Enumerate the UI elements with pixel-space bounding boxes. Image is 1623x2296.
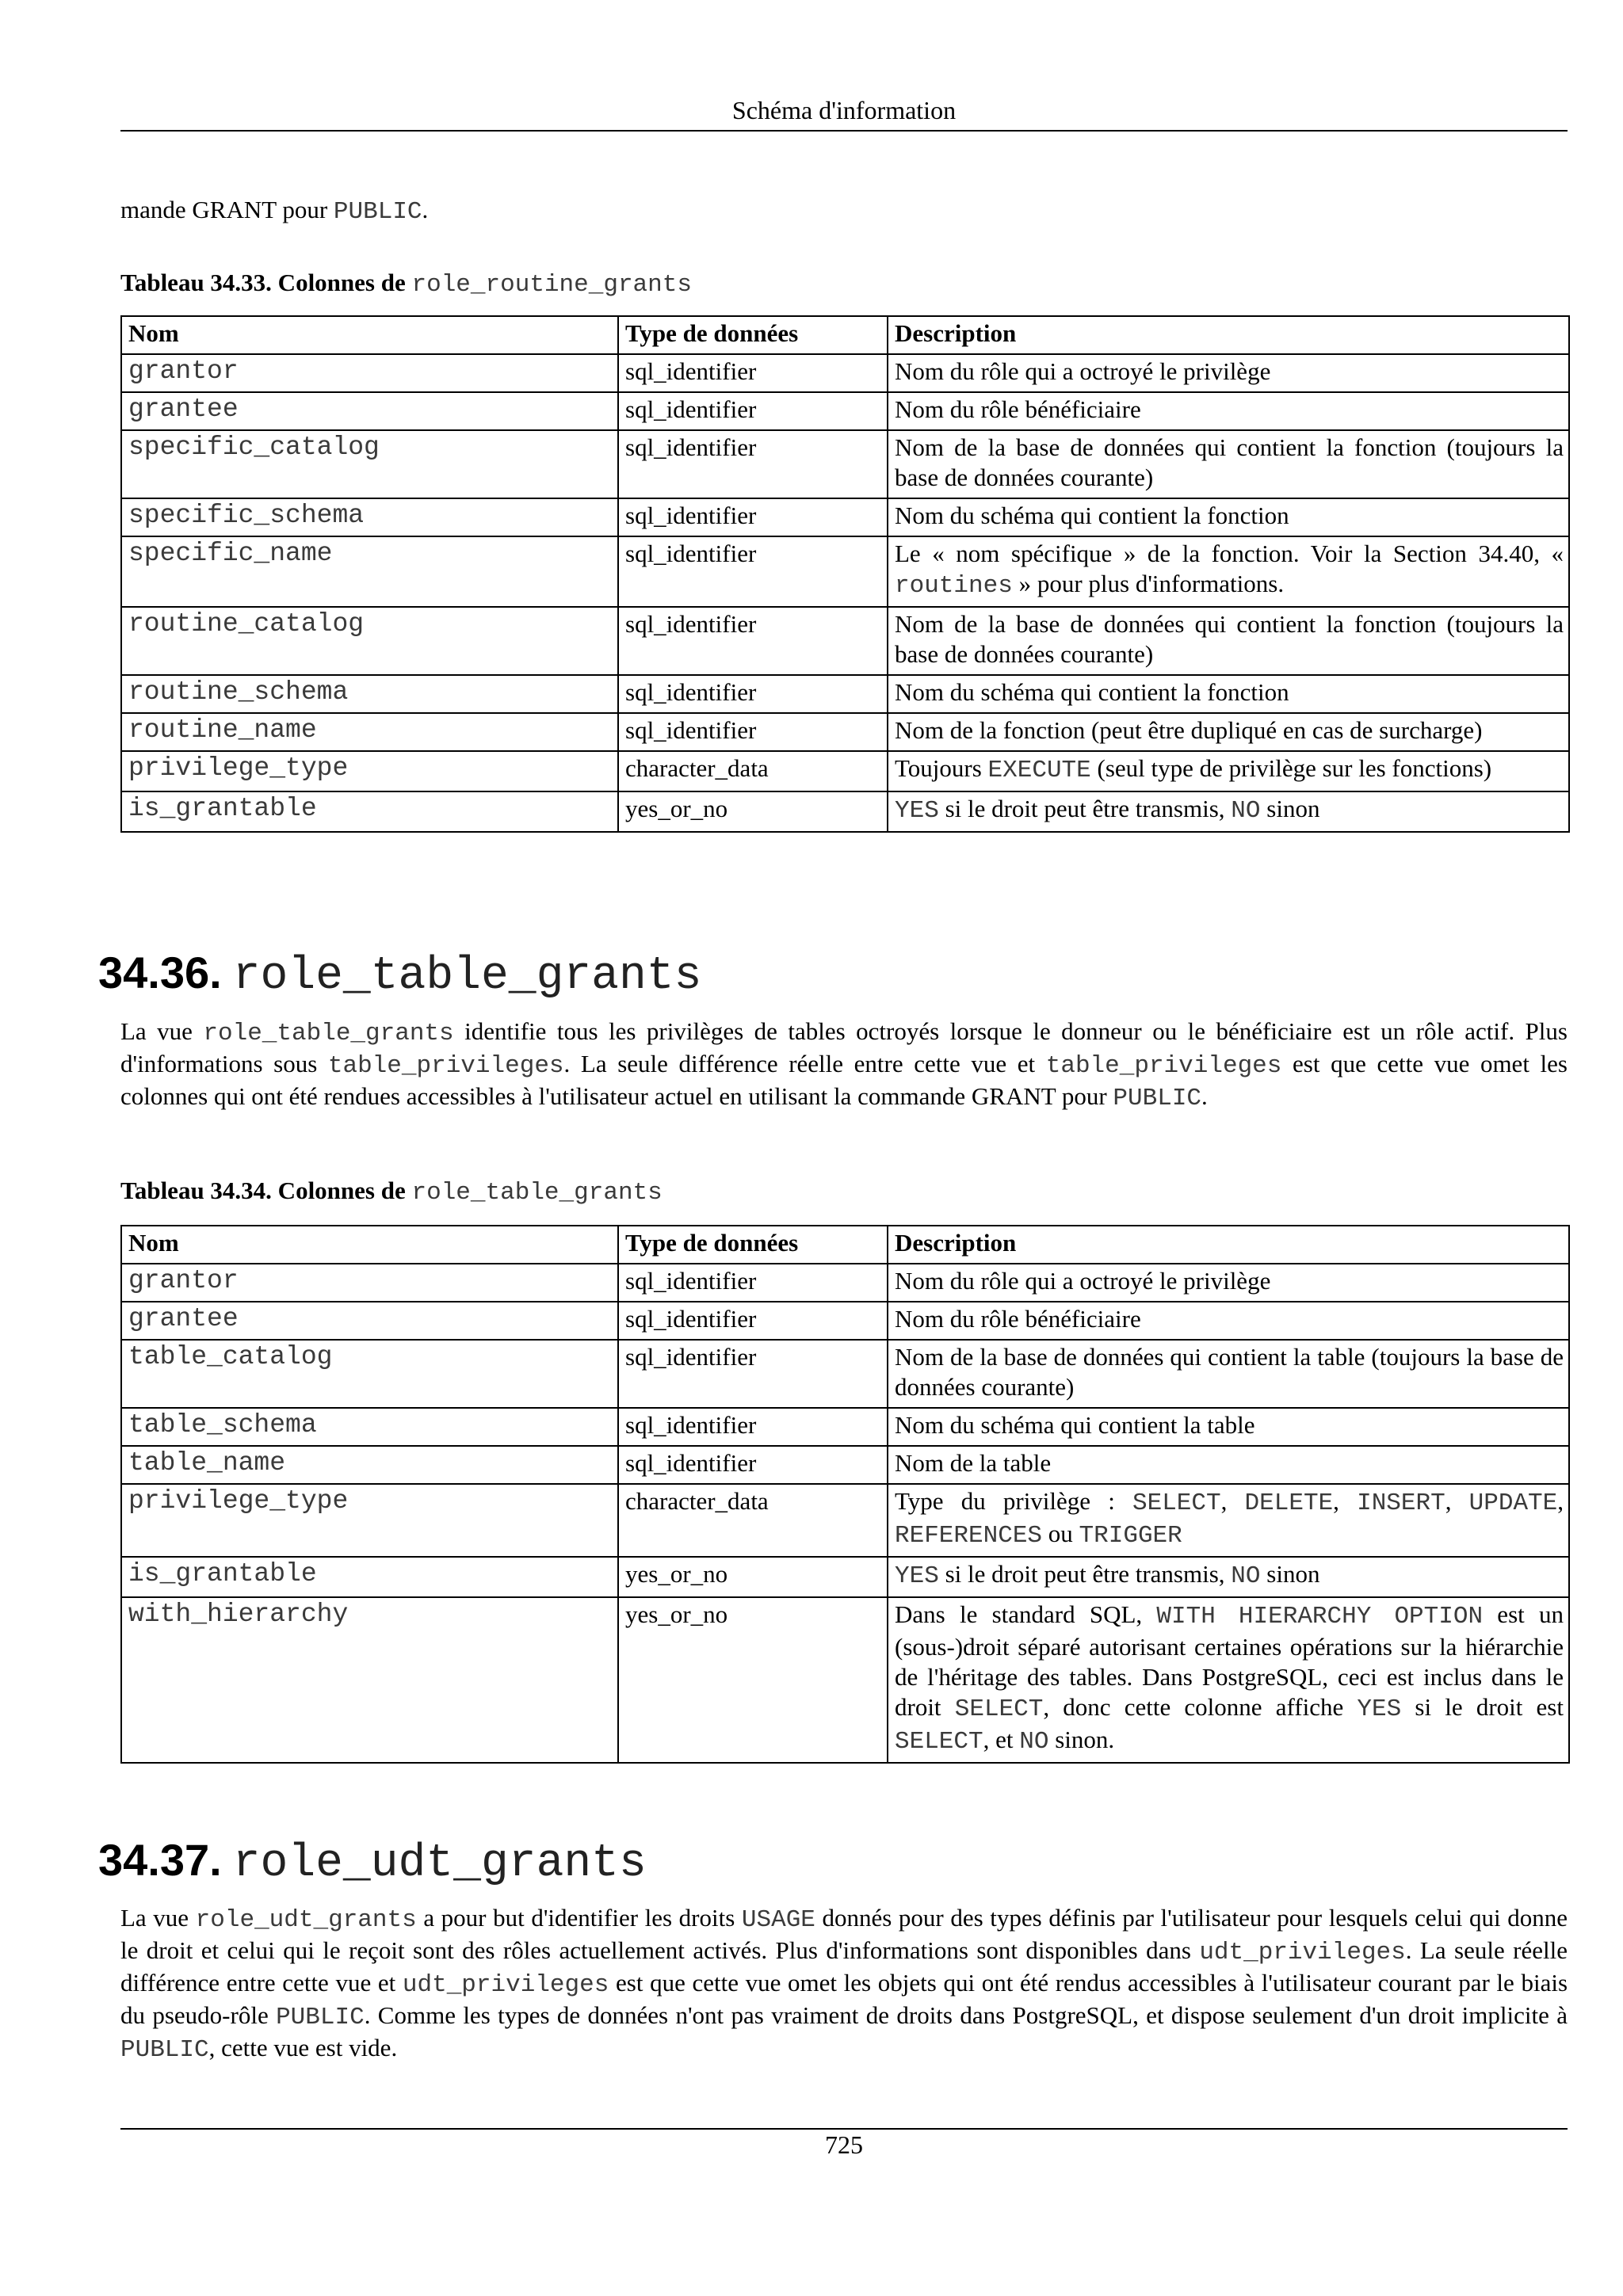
- table-row: [121, 354, 1569, 392]
- description-cell: Nom du schéma qui contient la fonction: [888, 498, 1569, 536]
- data-type-cell: sql_identifier: [618, 392, 888, 430]
- column-name-cell: grantee: [121, 1302, 618, 1340]
- table2-caption: Tableau 34.34. Colonnes de role_table_grants: [120, 1177, 663, 1207]
- column-name-cell: routine_name: [121, 713, 618, 751]
- page-number: 725: [825, 2130, 863, 2159]
- table-row: [121, 1408, 1569, 1446]
- table1-caption: Tableau 34.33. Colonnes de role_routine_grants: [120, 269, 692, 299]
- column-name-cell: table_catalog: [121, 1340, 618, 1408]
- data-type-cell: sql_identifier: [618, 536, 888, 607]
- table-row: [121, 1302, 1569, 1340]
- description-cell: Nom de la base de données qui contient la fonction (toujours la base de données courante): [888, 607, 1569, 675]
- role-table-grants-table: [120, 1225, 1570, 1764]
- header-title: Schéma d'information: [731, 96, 957, 124]
- column-name-cell: grantee: [121, 392, 618, 430]
- description-cell: Nom du rôle qui a octroyé le privilège: [888, 1264, 1569, 1302]
- column-name-cell: specific_name: [121, 536, 618, 607]
- section-34-37-paragraph: La vue role_udt_grants a pour but d'identifier les droits USAGE donnés pour des types définis par l'utilisateur pour lesquels celui qui donne le droit et celui qui le reçoit sont des rôles actuellement activés. Plus d'informations sont disponibles dans udt_privileges. La seule réelle différence entre cette vue et udt_privileges est que cette vue omet les objets qui ont été rendus accessibles à l'utilisateur courant par le biais du pseudo-rôle PUBLIC. Comme les types de données n'ont pas vraiment de droits dans PostgreSQL, et dispose seulement d'un droit implicite à PUBLIC, cette vue est vide.: [120, 1904, 1568, 2064]
- column-name-cell: specific_catalog: [121, 430, 618, 498]
- section-34-36-title: 34.36. role_table_grants: [98, 948, 702, 1002]
- description-cell: YES si le droit peut être transmis, NO sinon: [888, 791, 1569, 832]
- description-cell: Nom de la base de données qui contient la table (toujours la base de données courante): [888, 1340, 1569, 1408]
- table-row: [121, 498, 1569, 536]
- data-type-cell: sql_identifier: [618, 713, 888, 751]
- data-type-cell: yes_or_no: [618, 791, 888, 832]
- data-type-cell: yes_or_no: [618, 1597, 888, 1763]
- data-type-cell: sql_identifier: [618, 430, 888, 498]
- table-row: [121, 607, 1569, 675]
- column-name-cell: privilege_type: [121, 1484, 618, 1557]
- data-type-cell: sql_identifier: [618, 1408, 888, 1446]
- description-cell: Nom du rôle bénéficiaire: [888, 392, 1569, 430]
- data-type-cell: sql_identifier: [618, 1302, 888, 1340]
- data-type-cell: sql_identifier: [618, 607, 888, 675]
- data-type-cell: character_data: [618, 751, 888, 791]
- role-routine-grants-table: [120, 315, 1570, 833]
- table-header-row: [121, 316, 1569, 354]
- column-name-cell: is_grantable: [121, 1557, 618, 1597]
- column-name-cell: routine_catalog: [121, 607, 618, 675]
- table-row: [121, 1340, 1569, 1408]
- page-header: [120, 93, 1568, 132]
- column-header: Description: [888, 316, 1569, 354]
- column-header: Type de données: [618, 1226, 888, 1264]
- column-header: Nom: [121, 316, 618, 354]
- table-row: [121, 751, 1569, 791]
- data-type-cell: sql_identifier: [618, 675, 888, 713]
- column-name-cell: grantor: [121, 354, 618, 392]
- description-cell: YES si le droit peut être transmis, NO sinon: [888, 1557, 1569, 1597]
- data-type-cell: sql_identifier: [618, 1264, 888, 1302]
- data-type-cell: sql_identifier: [618, 1340, 888, 1408]
- table-row: [121, 1557, 1569, 1597]
- data-type-cell: sql_identifier: [618, 498, 888, 536]
- table-row: [121, 791, 1569, 832]
- description-cell: Toujours EXECUTE (seul type de privilège sur les fonctions): [888, 751, 1569, 791]
- column-name-cell: privilege_type: [121, 751, 618, 791]
- description-cell: Nom de la base de données qui contient la fonction (toujours la base de données courante): [888, 430, 1569, 498]
- table-row: [121, 1446, 1569, 1484]
- data-type-cell: character_data: [618, 1484, 888, 1557]
- description-cell: Nom du rôle qui a octroyé le privilège: [888, 354, 1569, 392]
- column-name-cell: with_hierarchy: [121, 1597, 618, 1763]
- section-34-37-title: 34.37. role_udt_grants: [98, 1835, 647, 1890]
- table-row: [121, 430, 1569, 498]
- public-code: PUBLIC: [333, 198, 422, 226]
- description-cell: Nom du schéma qui contient la table: [888, 1408, 1569, 1446]
- description-cell: Dans le standard SQL, WITH HIERARCHY OPTION est un (sous-)droit séparé autorisant certaines opérations sur la hiérarchie de l'héritage des tables. Dans PostgreSQL, ceci est inclus dans le droit SELECT, donc cette colonne affiche YES si le droit est SELECT, et NO sinon.: [888, 1597, 1569, 1763]
- table-row: [121, 392, 1569, 430]
- description-cell: Type du privilège : SELECT, DELETE, INSERT, UPDATE, REFERENCES ou TRIGGER: [888, 1484, 1569, 1557]
- section-34-36-paragraph: La vue role_table_grants identifie tous les privilèges de tables octroyés lorsque le donneur ou le bénéficiaire est un rôle actif. Plus d'informations sous table_privileges. La seule différence réelle entre cette vue et table_privileges est que cette vue omet les colonnes qui ont été rendues accessibles à l'utilisateur actuel en utilisant la commande GRANT pour PUBLIC.: [120, 1017, 1568, 1112]
- column-header: Type de données: [618, 316, 888, 354]
- table-header-row: [121, 1226, 1569, 1264]
- column-name-cell: table_schema: [121, 1408, 618, 1446]
- column-name-cell: table_name: [121, 1446, 618, 1484]
- table-row: [121, 713, 1569, 751]
- column-name-cell: routine_schema: [121, 675, 618, 713]
- description-cell: Nom du rôle bénéficiaire: [888, 1302, 1569, 1340]
- column-header: Nom: [121, 1226, 618, 1264]
- column-header: Description: [888, 1226, 1569, 1264]
- data-type-cell: yes_or_no: [618, 1557, 888, 1597]
- table-row: [121, 1484, 1569, 1557]
- description-cell: Nom de la fonction (peut être dupliqué en cas de surcharge): [888, 713, 1569, 751]
- intro-paragraph: mande GRANT pour PUBLIC.: [120, 196, 429, 226]
- table-row: [121, 536, 1569, 607]
- column-name-cell: is_grantable: [121, 791, 618, 832]
- column-name-cell: specific_schema: [121, 498, 618, 536]
- table-row: [121, 1264, 1569, 1302]
- table-row: [121, 675, 1569, 713]
- description-cell: Nom de la table: [888, 1446, 1569, 1484]
- description-cell: Nom du schéma qui contient la fonction: [888, 675, 1569, 713]
- data-type-cell: sql_identifier: [618, 1446, 888, 1484]
- table-row: [121, 1597, 1569, 1763]
- column-name-cell: grantor: [121, 1264, 618, 1302]
- description-cell: Le « nom spécifique » de la fonction. Voir la Section 34.40, « routines » pour plus d'informations.: [888, 536, 1569, 607]
- data-type-cell: sql_identifier: [618, 354, 888, 392]
